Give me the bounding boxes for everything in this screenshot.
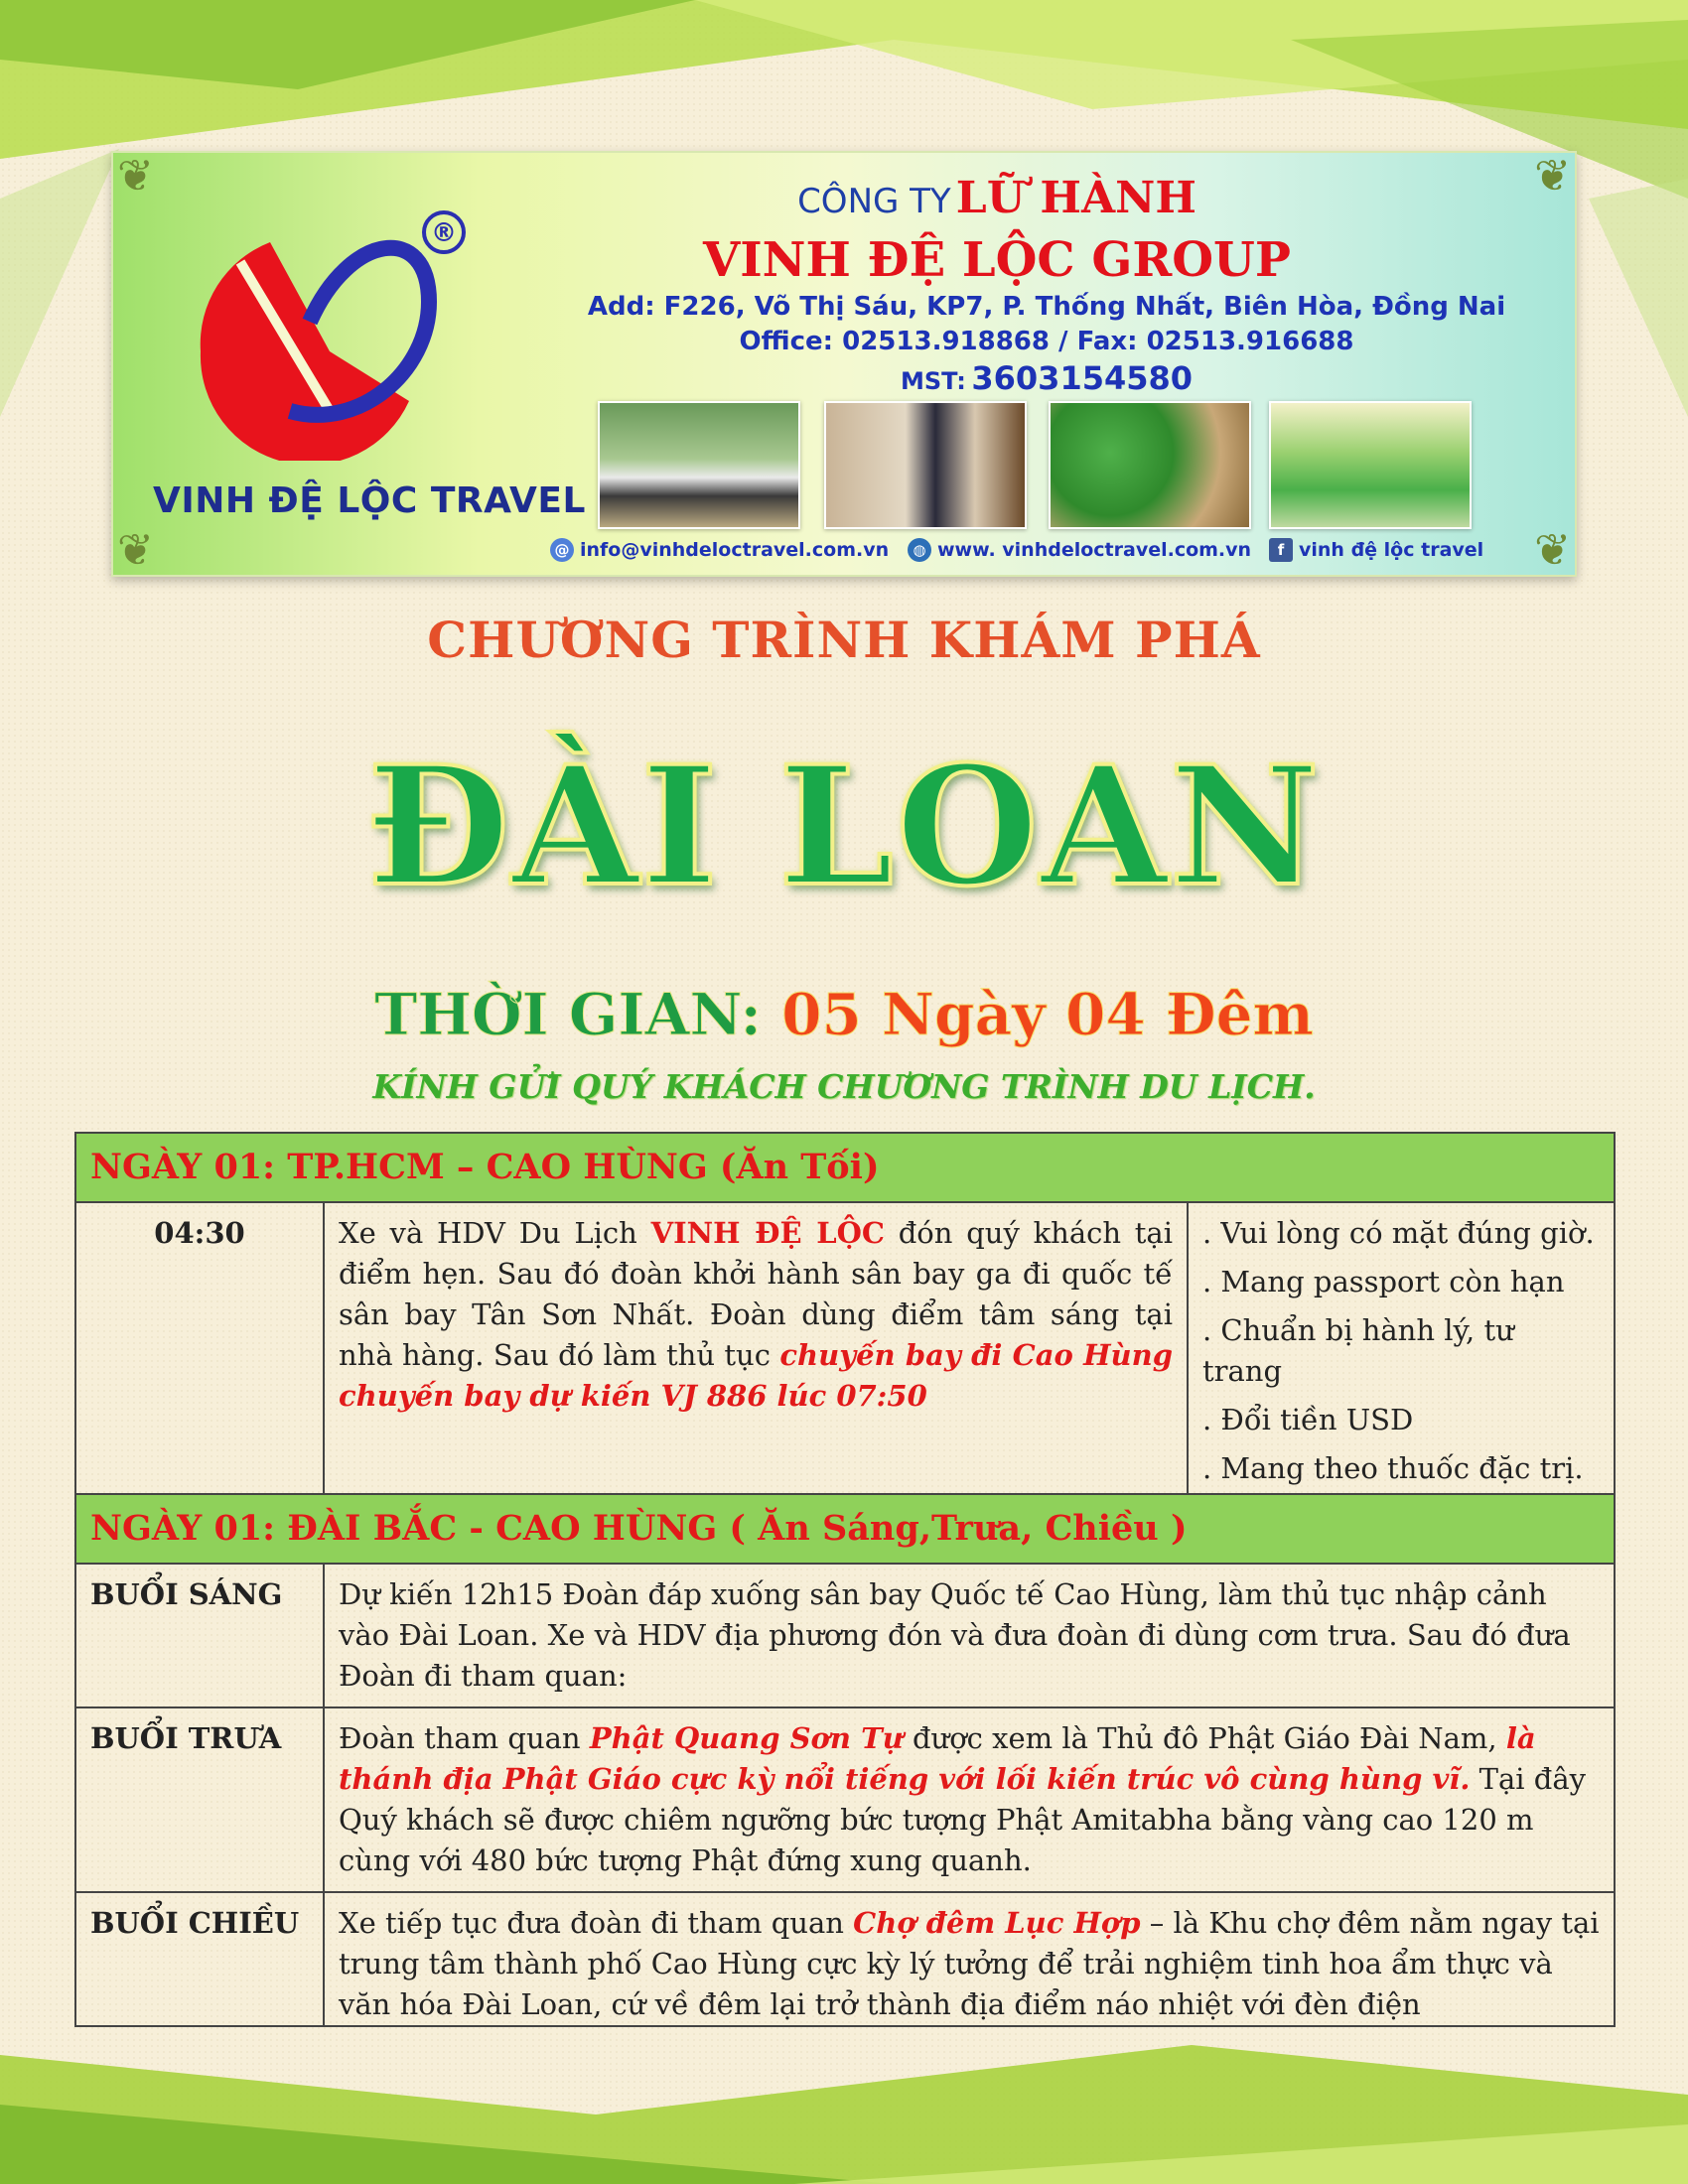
note-item: . Chuẩn bị hành lý, tư trang xyxy=(1202,1313,1514,1388)
desc-text: Xe và HDV Du Lịch xyxy=(339,1216,651,1250)
flight-highlight: chuyến bay đi Cao Hùng chuyến bay dự kiến VJ 886 lúc 07:50 xyxy=(339,1338,1173,1413)
company-highlight: VINH ĐỆ LỘC xyxy=(650,1216,885,1250)
session-label: BUỔI CHIỀU xyxy=(75,1892,324,2026)
corner-ornament-icon: ❦ xyxy=(1534,525,1571,576)
office-photo xyxy=(824,401,1027,529)
corner-ornament-icon: ❦ xyxy=(1534,151,1571,202)
note-item: . Mang theo thuốc đặc trị. xyxy=(1202,1451,1584,1485)
duration-value: 05 Ngày 04 Đêm xyxy=(781,981,1314,1048)
company-type: LỮ HÀNH xyxy=(955,173,1196,223)
itinerary-table xyxy=(74,1132,1616,2027)
session-label: BUỔI TRƯA xyxy=(75,1707,324,1892)
program-subtitle: CHƯƠNG TRÌNH KHÁM PHÁ xyxy=(427,611,1261,669)
group-name: VINH ĐỆ LỘC GROUP xyxy=(702,232,1291,288)
company-address: Add: F226, Võ Thị Sáu, KP7, P. Thống Nhất, Biên Hòa, Đồng Nai xyxy=(587,292,1506,322)
session-description xyxy=(324,1707,1615,1892)
session-description: Dự kiến 12h15 Đoàn đáp xuống sân bay Quốc tế Cao Hùng, làm thủ tục nhập cảnh vào Đài Loan. Xe và HDV địa phương đón và đưa đoàn đi dùng cơm trưa. Sau đó đưa Đoàn đi tham quan: xyxy=(324,1564,1615,1707)
duration-label: THỜI GIAN: xyxy=(374,981,762,1048)
brand-name: VINH ĐỆ LỘC TRAVEL xyxy=(153,480,586,521)
time-cell: 04:30 xyxy=(75,1202,324,1494)
tax-code-label: MST: xyxy=(900,367,966,395)
session-description xyxy=(324,1892,1615,2026)
desc-text: Tại đây Quý khách sẽ được chiêm ngưỡng bức tượng Phật Amitabha bằng vàng cao 120 m cùng với 480 bức tượng Phật đứng xung quanh. xyxy=(339,1762,1587,1877)
globe-icon: ◍ xyxy=(908,538,931,562)
day-2-header: NGÀY 01: ĐÀI BẮC - CAO HÙNG ( Ăn Sáng,Trưa, Chiều ) xyxy=(75,1494,1615,1564)
desc-text: Xe tiếp tục đưa đoàn đi tham quan xyxy=(339,1906,854,1940)
table-row xyxy=(75,1707,1615,1892)
note-item: . Đổi tiền USD xyxy=(1202,1403,1414,1436)
company-banner xyxy=(111,151,1577,577)
company-phone: Office: 02513.918868 / Fax: 02513.916688 xyxy=(739,327,1354,356)
session-label: BUỔI SÁNG xyxy=(75,1564,324,1707)
day-1-header: NGÀY 01: TP.HCM – CAO HÙNG (Ăn Tối) xyxy=(75,1133,1615,1202)
group-photo-2 xyxy=(1049,401,1251,529)
company-title xyxy=(550,173,1444,223)
activity-description xyxy=(324,1202,1188,1494)
notes-cell xyxy=(1188,1202,1615,1494)
corner-ornament-icon: ❦ xyxy=(117,151,154,202)
registered-mark: ® xyxy=(431,218,457,248)
greeting-text: KÍNH GỬI QUÝ KHÁCH CHƯƠNG TRÌNH DU LỊCH. xyxy=(372,1067,1316,1106)
company-prefix: CÔNG TY xyxy=(797,182,951,221)
desc-text: đón quý khách tại điểm hẹn. Sau đó đoàn khởi hành sân bay ga đi quốc tế sân bay Tân Sơn Nhất. Đoàn dùng điểm tâm sáng tại nhà hàng. Sau đó làm thủ tục xyxy=(339,1216,1173,1372)
email-text: info@vinhdeloctravel.com.vn xyxy=(580,539,890,561)
note-item: . Vui lòng có mặt đúng giờ. xyxy=(1202,1216,1595,1250)
day-header-row xyxy=(75,1133,1615,1202)
group-photo-3 xyxy=(1269,401,1472,529)
desc-text: – là Khu chợ đêm nằm ngay tại trung tâm thành phố Cao Hùng cực kỳ lý tưởng để trải nghiệm tinh hoa ẩm thực và văn hóa Đài Loan, cứ về đêm lại trở thành địa điểm náo nhiệt với đèn điện xyxy=(339,1906,1600,2021)
note-item: . Mang passport còn hạn xyxy=(1202,1265,1565,1298)
corner-ornament-icon: ❦ xyxy=(117,525,154,576)
facebook-contact[interactable] xyxy=(1269,538,1483,562)
website-contact[interactable] xyxy=(908,538,1251,562)
place-highlight: Chợ đêm Lục Hợp xyxy=(853,1906,1141,1940)
day-header-row xyxy=(75,1494,1615,1564)
tax-code xyxy=(530,359,1563,397)
place-highlight: Phật Quang Sơn Tự xyxy=(589,1721,904,1755)
facebook-icon: f xyxy=(1269,538,1293,562)
website-text: www. vinhdeloctravel.com.vn xyxy=(937,539,1252,561)
company-logo xyxy=(181,203,479,461)
destination-title: ĐÀI LOAN xyxy=(366,730,1322,922)
description-highlight: là thánh địa Phật Giáo cực kỳ nổi tiếng với lối kiến trúc vô cùng hùng vĩ. xyxy=(339,1721,1536,1796)
table-row xyxy=(75,1892,1615,2026)
duration-line xyxy=(0,981,1688,1048)
group-photo-1 xyxy=(598,401,800,529)
table-row xyxy=(75,1564,1615,1707)
desc-text: Đoàn tham quan xyxy=(339,1721,590,1755)
table-row xyxy=(75,1202,1615,1494)
email-icon: @ xyxy=(550,538,574,562)
tax-code-value: 3603154580 xyxy=(971,359,1194,397)
facebook-text: vinh đệ lộc travel xyxy=(1299,539,1484,561)
email-contact[interactable] xyxy=(550,538,889,562)
desc-text: được xem là Thủ đô Phật Giáo Đài Nam, xyxy=(903,1721,1506,1755)
